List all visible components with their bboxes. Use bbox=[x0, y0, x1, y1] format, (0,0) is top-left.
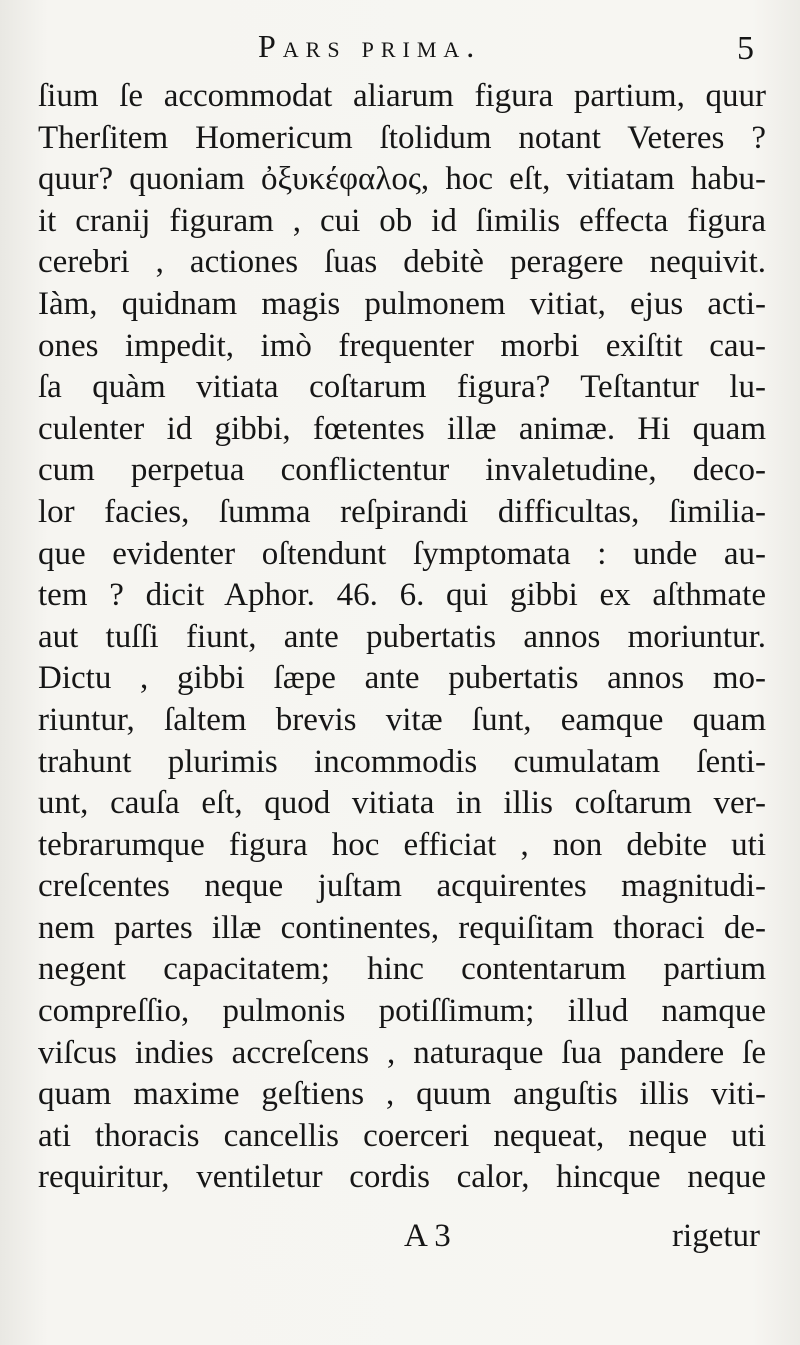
text-line: viſcus indies accreſcens , naturaque ſua pandere ſe bbox=[38, 1034, 766, 1071]
text-line: it cranij figuram , cui ob id ſimilis effecta figura bbox=[38, 202, 766, 239]
text-line: creſcentes neque juſtam acquirentes magnitudi- bbox=[38, 868, 766, 905]
text-line: Dictu , gibbi ſæpe ante pubertatis annos mo- bbox=[38, 660, 766, 697]
page-number: 5 bbox=[737, 30, 754, 67]
text-line: lor facies, ſumma reſpirandi difficultas, ſimilia- bbox=[38, 493, 766, 530]
catchword: rigetur bbox=[672, 1218, 760, 1254]
signature-mark: A 3 bbox=[404, 1218, 451, 1254]
text-line: riuntur, ſaltem brevis vitæ ſunt, eamque quam bbox=[38, 701, 766, 738]
running-head bbox=[0, 28, 800, 68]
text-line: ones impedit, imò frequenter morbi exiſtit cau- bbox=[38, 327, 766, 364]
text-line: ſa quàm vitiata coſtarum figura? Teſtantur lu- bbox=[38, 369, 766, 406]
text-line: requiritur, ventiletur cordis calor, hincque neque bbox=[38, 1159, 766, 1196]
running-title: Pars prima. bbox=[258, 28, 482, 64]
text-line: quam maxime geſtiens , quum anguſtis illis viti- bbox=[38, 1076, 766, 1113]
text-line: aut tuſſi fiunt, ante pubertatis annos moriuntur. bbox=[38, 618, 766, 655]
text-line: compreſſio, pulmonis potiſſimum; illud namque bbox=[38, 993, 766, 1030]
text-line: negent capacitatem; hinc contentarum partium bbox=[38, 951, 766, 988]
text-line: Iàm, quidnam magis pulmonem vitiat, ejus acti- bbox=[38, 285, 766, 322]
text-line: Therſitem Homericum ſtolidum notant Veteres ? bbox=[38, 119, 766, 156]
page-footer bbox=[0, 1218, 800, 1262]
text-line: quur? quoniam ὀξυκέφαλος, hoc eſt, vitiatam habu- bbox=[38, 161, 766, 198]
text-line: cerebri , actiones ſuas debitè peragere nequivit. bbox=[38, 244, 766, 281]
text-line: ati thoracis cancellis coerceri nequeat, neque uti bbox=[38, 1117, 766, 1154]
text-line: unt, cauſa eſt, quod vitiata in illis coſtarum ver- bbox=[38, 785, 766, 822]
text-line: cum perpetua conflictentur invaletudine, deco- bbox=[38, 452, 766, 489]
text-line: tebrarumque figura hoc efficiat , non debite uti bbox=[38, 826, 766, 863]
text-line: trahunt plurimis incommodis cumulatam ſenti- bbox=[38, 743, 766, 780]
text-line: nem partes illæ continentes, requiſitam thoraci de- bbox=[38, 909, 766, 946]
text-line: ſium ſe accommodat aliarum figura partium, quur bbox=[38, 78, 766, 114]
text-line: culenter id gibbi, fœtentes illæ animæ. Hi quam bbox=[38, 410, 766, 447]
text-line: tem ? dicit Aphor. 46. 6. qui gibbi ex aſthmate bbox=[38, 577, 766, 614]
text-line: que evidenter oſtendunt ſymptomata : unde au- bbox=[38, 535, 766, 572]
body-text bbox=[38, 76, 766, 1199]
